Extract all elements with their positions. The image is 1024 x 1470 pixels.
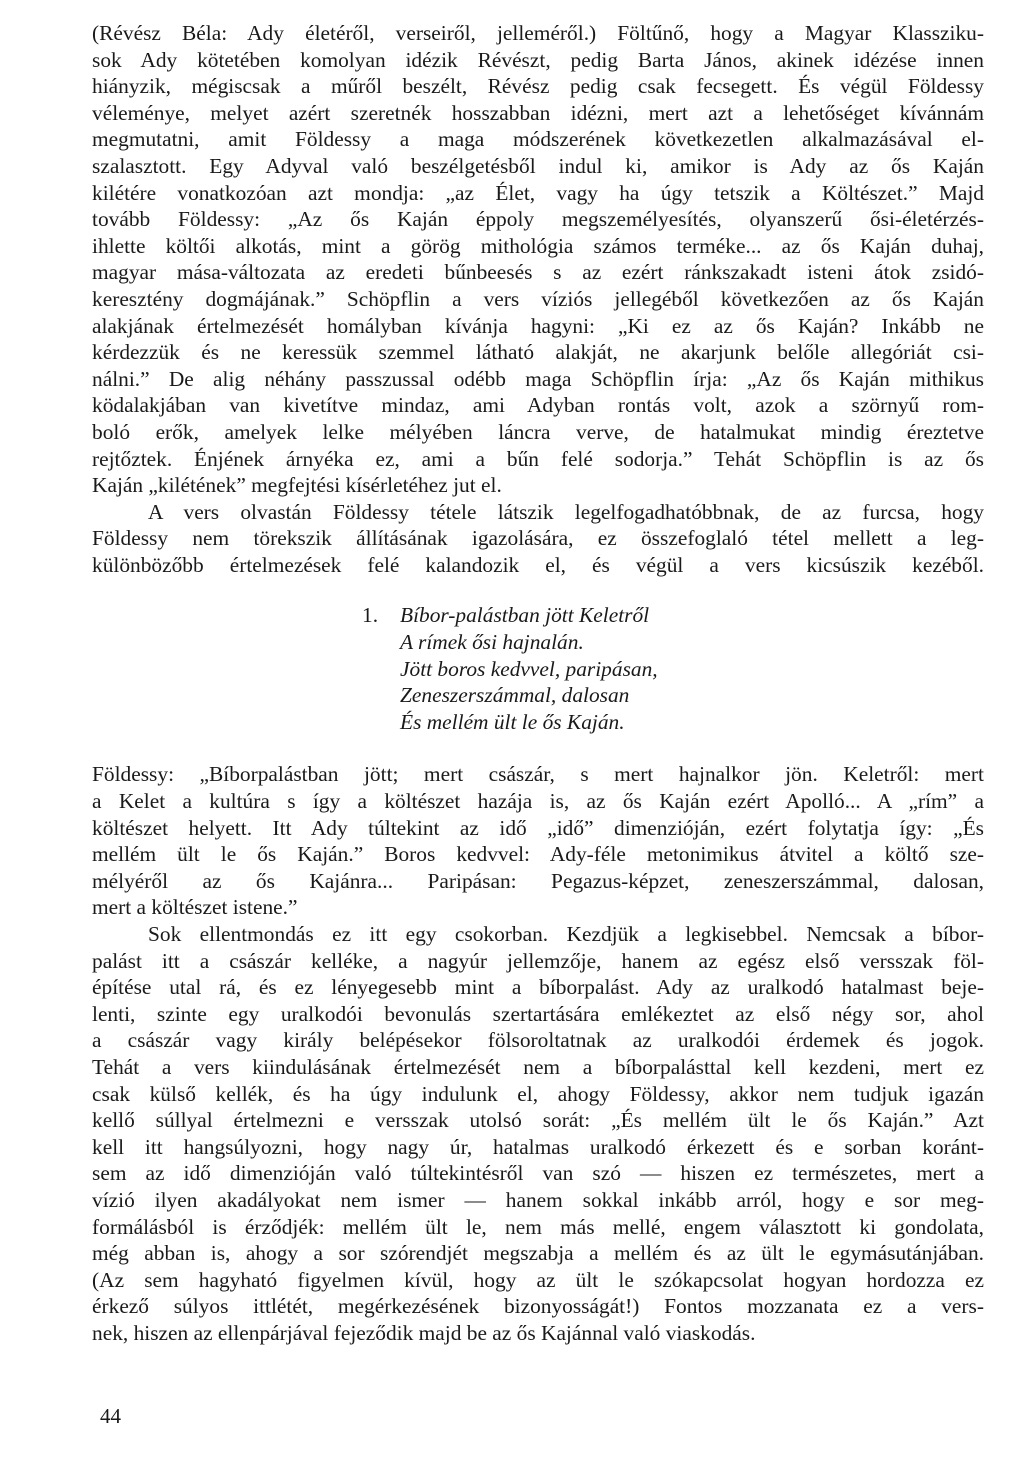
text-line: kellő súllyal értelmezni e versszak utolsó sorát: „És mellém ült le ős Kaján.” Azt [92, 1108, 984, 1133]
text-line: mert a költészet istene.” [92, 895, 298, 920]
page-body [92, 20, 984, 1347]
text-line: rejtőztek. Énjének árnyéka ez, ami a bűn felé sodorja.” Tehát Schöpflin is az ős [92, 446, 984, 471]
text-line: vízió ilyen akadályokat nem ismer — hanem sokkal inkább arról, hogy e sor meg- [92, 1187, 984, 1212]
text-line: a császár vagy király belépésekor fölsoroltatnak az uralkodói érdemek és jogok. [92, 1028, 984, 1053]
text-line: építése utal rá, és ez lényegesebb mint a bíborpalást. Ady az uralkodó hatalmast beje- [92, 975, 984, 1000]
text-line: véleménye, melyet azért szeretnék hosszabban idézni, mert azt a lehetőséget kívánnám [92, 100, 984, 125]
text-line: alakjának értelmezését homályban kívánja hagyni: „Ki ez az ős Kaján? Inkább ne [92, 313, 984, 338]
text-line: A vers olvastán Földessy tétele látszik legelfogadhatóbbnak, de az furcsa, hogy [148, 499, 984, 524]
text-line: magyar mása-változata az eredeti bűnbeesés s az ezért ránkszakadt isteni átok zsidó- [92, 260, 984, 285]
poem-line [362, 709, 984, 736]
text-line: érkező súlyos ittlétét, megérkezésének bizonyosságát!) Fontos mozzanata ez a vers- [92, 1294, 984, 1319]
text-line: boló erők, amelyek lelke mélyében láncra verve, de hatalmukat mindig éreztetve [92, 419, 984, 444]
text-line: formálásból is érződjék: mellém ült le, nem más mellé, engem választott ki gondolata, [92, 1214, 984, 1239]
poem-line [362, 602, 984, 629]
poem-line-text: Bíbor-palástban jött Keletről [400, 603, 650, 628]
text-line: sem az idő dimenzióján való túltekintésről van szó — hiszen ez természetes, mert a [92, 1161, 984, 1186]
text-line: tovább Földessy: „Az ős Kaján éppoly megszemélyesítés, olyanszerű ősi-életérzés- [92, 207, 984, 232]
text-line: csak külső kellék, és ha úgy indulunk el, ahogy Földessy, akkor nem tudjuk igazán [92, 1081, 984, 1106]
poem-quote [362, 602, 984, 735]
text-line: mellém ült le ős Kaján.” Boros kedvvel: Ady-féle metonimikus átvitel a költő sze- [92, 842, 984, 867]
paragraph-analysis [92, 921, 984, 1347]
text-line: a Kelet a kultúra s így a költészet hazája is, az ős Kaján ezért Apolló... A „rím” a [92, 789, 984, 814]
text-line: kilétére vonatkozóan azt mondja: „az Élet, vagy ha úgy tetszik a Költészet.” Majd [92, 180, 984, 205]
text-line: nek, hiszen az ellenpárjával fejeződik majd be az ős Kajánnal való viaskodás. [92, 1320, 756, 1345]
text-line: keresztény dogmájának.” Schöpflin a vers víziós jellegéből következően az ős Kaján [92, 286, 984, 311]
poem-line [362, 656, 984, 683]
text-line: ihlette költői alkotás, mint a görög mithológia számos terméke... az ős Kaján duhaj, [92, 233, 984, 258]
text-line: nálni.” De alig néhány passzussal odébb maga Schöpflin írja: „Az ős Kaján mithikus [92, 366, 984, 391]
poem-line [362, 629, 984, 656]
text-line: mélyéről az ős Kajánra... Paripásan: Pegazus-képzet, zeneszerszámmal, dalosan, [92, 868, 984, 893]
paragraph-foldessy-thesis [92, 499, 984, 579]
text-line: Földessy: „Bíborpalástban jött; mert császár, s mert hajnalkor jön. Keletről: mert [92, 762, 984, 787]
poem-line-text: És mellém ült le ős Kaján. [400, 709, 625, 734]
text-line: ködalakjában van kivetítve mindaz, ami Adyban rontás volt, azok a szörnyű rom- [92, 393, 984, 418]
text-line: Földessy nem törekszik állításának igazolására, ez összefoglaló tétel mellett a leg- [92, 526, 984, 551]
text-line: megmutatni, amit Földessy a maga módszerének következetlen alkalmazásával el- [92, 127, 984, 152]
text-line: költészet helyett. Itt Ady túltekint az idő „idő” dimenzióján, ezért folytatja így: „És [92, 815, 984, 840]
paragraph-intro [92, 20, 984, 499]
text-line: szalasztott. Egy Adyval való beszélgetésből indul ki, amikor is Ady az ős Kaján [92, 153, 984, 178]
poem-line [362, 682, 984, 709]
text-line: Kaján „kilétének” megfejtési kísérletéhez jut el. [92, 473, 502, 498]
text-line: (Révész Béla: Ady életéről, verseiről, jelleméről.) Föltűnő, hogy a Magyar Klassziku- [92, 21, 984, 45]
stanza-number: 1. [362, 603, 379, 628]
text-line: Tehát a vers kiindulásának értelmezését nem a bíborpalásttal kell kezdeni, mert ez [92, 1054, 984, 1079]
text-line: lenti, szinte egy uralkodói bevonulás szertartására emlékeztet az első négy sor, ahol [92, 1001, 984, 1026]
poem-line-text: Jött boros kedvvel, paripásan, [400, 656, 658, 681]
text-line: sok Ady kötetében komolyan idézik Révészt, pedig Barta János, akinek idézése innen [92, 47, 984, 72]
text-line: hiányzik, mégiscsak a műről beszélt, Révész pedig csak fecsegett. És végül Földessy [92, 74, 984, 99]
text-line: kell itt hangsúlyozni, hogy nagy úr, hatalmas uralkodó érkezett és e sorban koránt- [92, 1134, 984, 1159]
text-line: még abban is, ahogy a sor szórendjét megszabja a mellém és az ült le egymásutánjában. [92, 1241, 984, 1266]
text-line: (Az sem hagyható figyelmen kívül, hogy az ült le szókapcsolat hogyan hordozza ez [92, 1267, 984, 1292]
paragraph-foldessy-quote [92, 761, 984, 921]
poem-line-text: A rímek ősi hajnalán. [400, 630, 584, 655]
text-line: különbözőbb értelmezések felé kalandozik el, és végül a vers kicsúszik kezéből. [92, 552, 984, 577]
text-line: Sok ellentmondás ez itt egy csokorban. Kezdjük a legkisebbel. Nemcsak a bíbor- [148, 922, 984, 946]
poem-line-text: Zeneszerszámmal, dalosan [400, 683, 630, 708]
page-number: 44 [100, 1404, 121, 1428]
text-line: kérdezzük és ne keressük szemmel látható alakját, ne akarjunk belőle allegóriát csi- [92, 340, 984, 365]
text-line: palást itt a császár kelléke, a nagyúr jellemzője, hanem az egész első versszak föl- [92, 948, 984, 973]
